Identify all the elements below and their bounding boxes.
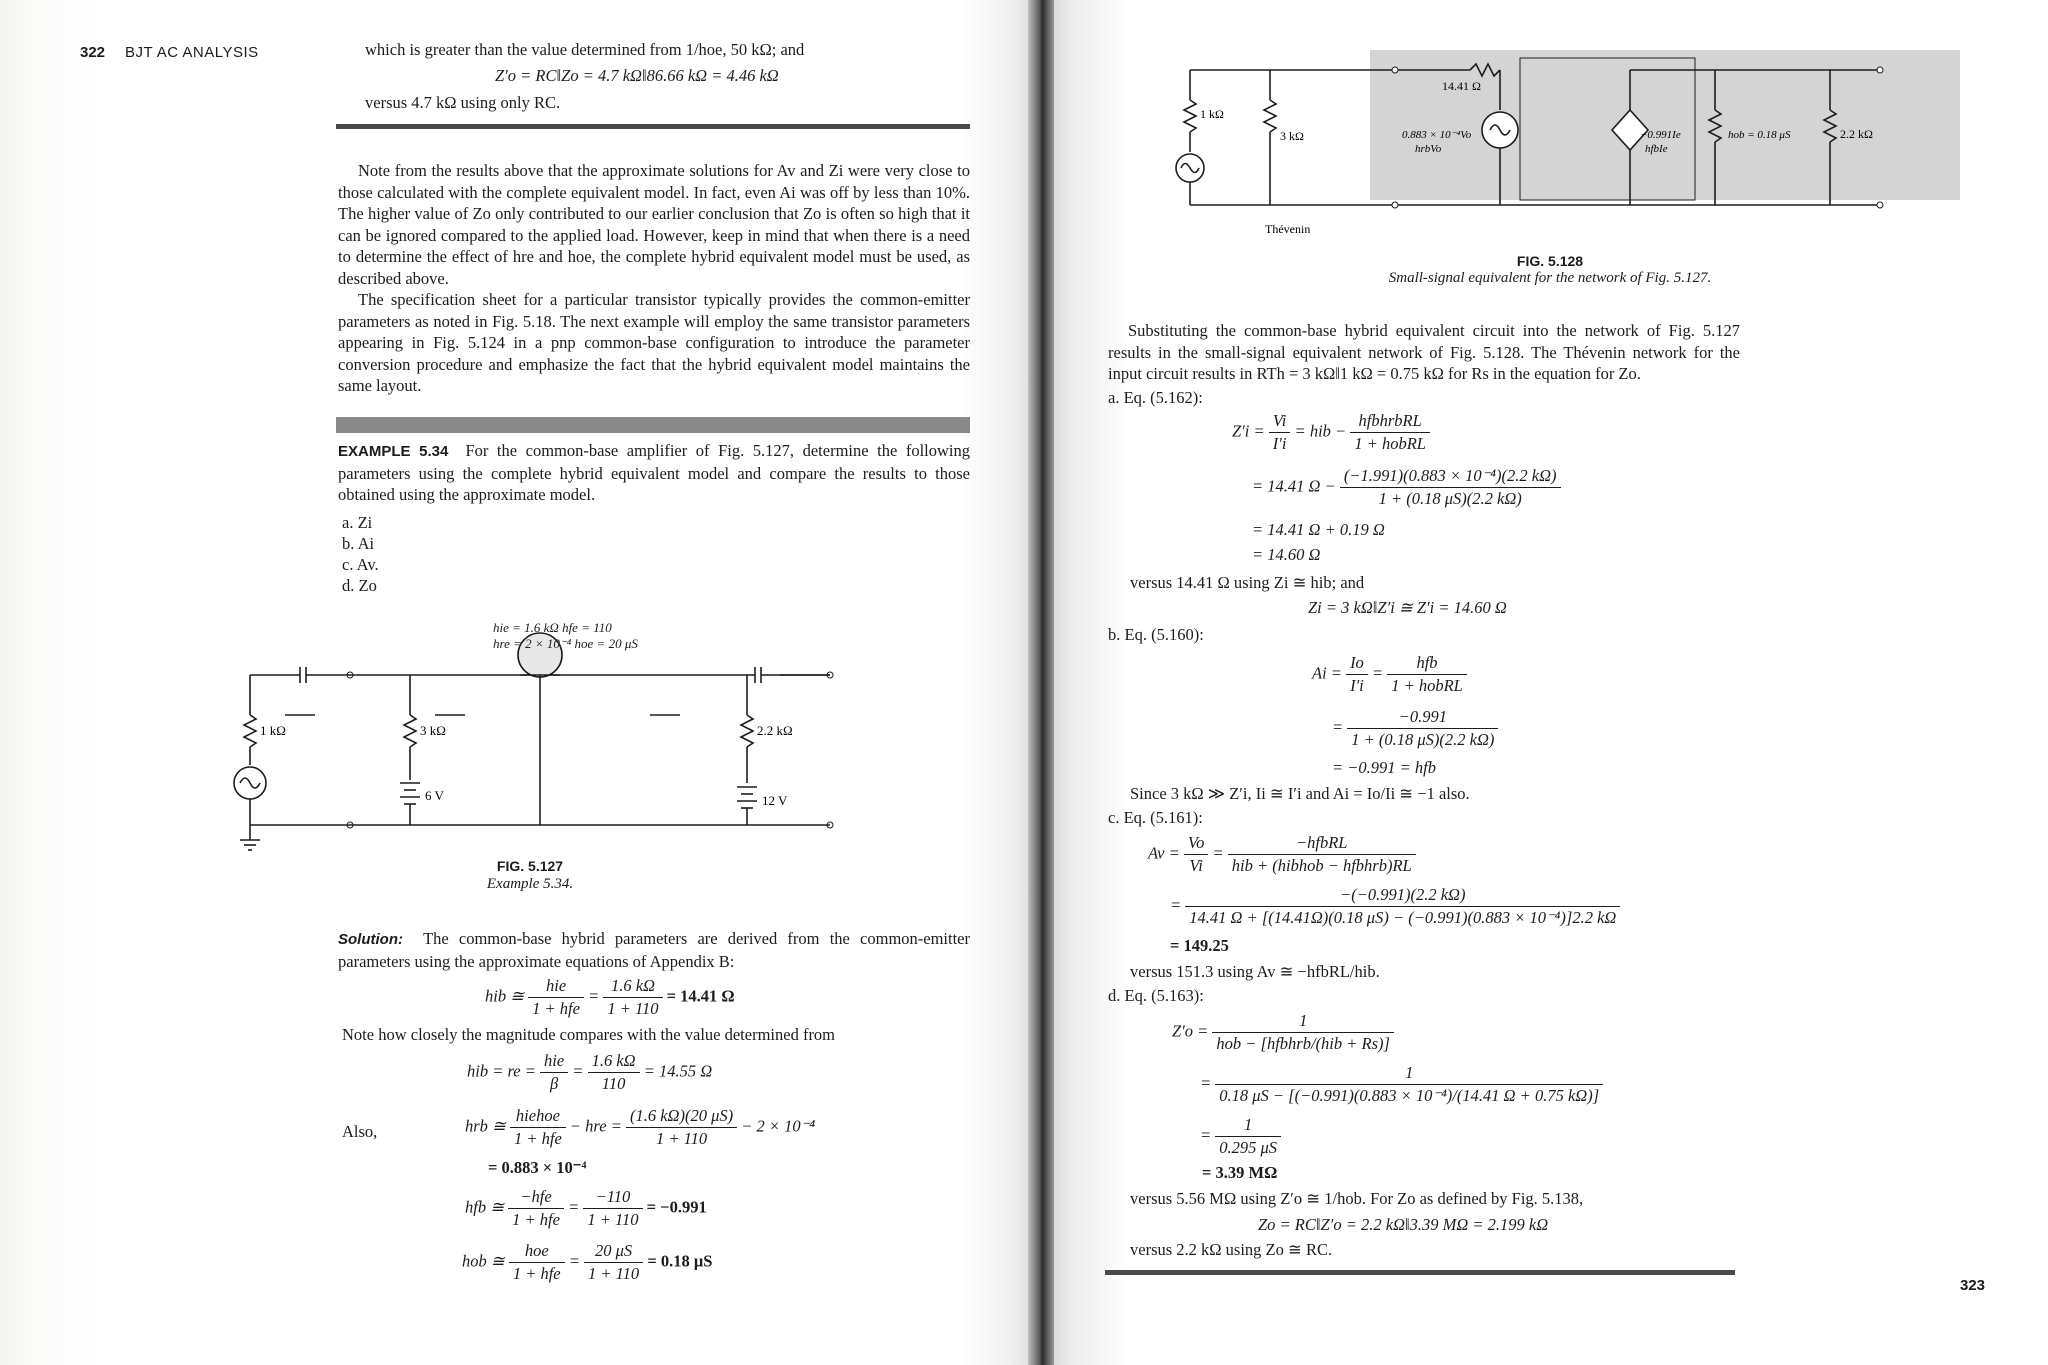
eq-hfb: hfb ≅ $\frac{\text{−hfe}}{\text{1 + hfe}}$ = $\frac{-110}{1 + 110}$ = −0.991 (465, 1187, 707, 1229)
solution-statement (338, 928, 970, 972)
page-number-right: 323 (1960, 1277, 1986, 1294)
intro-versus: versus 4.7 kΩ using only RC. (365, 93, 561, 112)
example-items (342, 512, 379, 596)
eq-zi-prime: Z′i = $\frac{Vi}{I'i}$ = hib − $\frac{\text{hfbhrbRL}}{\text{1 + hobRL}}$ (1232, 410, 1430, 455)
eq-av: Av = $\frac{Vo}{Vi}$ = $\frac{\text{−hfbRL}}{\text{hib + (hibhob − hfbhrb)RL}}$ (1148, 832, 1416, 877)
paragraph-spec: The specification sheet for a particular transistor typically provides the common-emitter parameters as noted in Fig. 5.18. The next example will employ the same transistor parameters appearing in Fig. 5.124 in a pnp common-base configuration to introduce the parameter conversion procedure and emphasize the fact that the hybrid equivalent model maintains the same layout. (338, 290, 970, 395)
eq-zo-prime-numeric: = $\frac{1}{\text{0.18 μS − [(−0.991)(0.883 × 10⁻⁴)/(14.41 Ω + 0.75 kΩ)]}}$ (1200, 1062, 1603, 1107)
eq-av-numeric: = $\frac{-(-0.991)(2.2 k\Omega)}{\text{14.41 Ω + [(14.41Ω)(0.18 μS) − (−0.991)(0.883 × 10⁻⁴)]2.2 kΩ}}$ (1170, 884, 1620, 929)
intro-equation: Z′o = RC‖Zo = 4.7 kΩ‖86.66 kΩ = 4.46 kΩ (495, 66, 779, 85)
fig127-rc-label: 2.2 kΩ (757, 723, 793, 738)
paragraph-substitute: Substituting the common-base hybrid equivalent circuit into the network of Fig. 5.127 results in the small-signal equivalent network of Fig. 5.128. The Thévenin network for the input circuit results in RTh = 3 kΩ‖1 kΩ = 0.75 kΩ for Rs in the equation for Zo. (1108, 321, 1740, 383)
solution-text: The common-base hybrid parameters are derived from the common-emitter parameters using the approximate equations of Appendix B: (338, 929, 970, 971)
book-gutter (1028, 0, 1054, 1365)
fig-5-128-circuit (1140, 40, 1960, 240)
fig128-caption: Small-signal equivalent for the network of Fig. 5.127. (1388, 270, 1712, 286)
running-head: BJT AC ANALYSIS (125, 44, 259, 61)
eq-zo-prime-result: = 3.39 MΩ (1202, 1163, 1278, 1182)
fig127-params-2: hre = 2 × 10⁻⁴ hoe = 20 μS (493, 636, 638, 651)
right-section-rule (1105, 1270, 1735, 1275)
part-d-versus: versus 5.56 MΩ using Z′o ≅ 1/hob. For Zo as defined by Fig. 5.138, (1130, 1189, 1584, 1208)
fig128-hob-label: hob = 0.18 μS (1728, 129, 1791, 141)
example-text: For the common-base amplifier of Fig. 5.127, determine the following parameters using the complete hybrid equivalent model and compare the results to those obtained using the approximate model. (338, 441, 971, 504)
example-item: a. Zi (342, 513, 373, 532)
part-b-since: Since 3 kΩ ≫ Z′i, Ii ≅ I′i and Ai = Io/Ii ≅ −1 also. (1130, 784, 1470, 803)
fig127-vcc-label: 12 V (762, 793, 788, 808)
eq-hrb: hrb ≅ $\frac{\text{hiehoe}}{\text{1 + hfe}}$ − hre = $\frac{(1.6 k\Omega)(20 \mu S)}{1 + 110}$ − 2 × 10⁻⁴ (465, 1106, 816, 1148)
fig128-label: FIG. 5.128 (1516, 253, 1584, 269)
example-item: b. Ai (342, 534, 375, 553)
part-d-label: d. Eq. (5.163): (1108, 986, 1204, 1005)
solution-label: Solution: (338, 931, 403, 948)
paragraph-note: Note from the results above that the approximate solutions for Av and Zi were very close to those calculated with the complete equivalent model. In fact, even Ai was off by less than 10%. The higher value of Zo only contributed to our earlier conclusion that Zo is often so high that it can be ignored compared to the applied load. However, keep in mind that when there is a need to determine the effect of hre and hoe, the complete hybrid equivalent model must be used, as described above. (338, 161, 970, 288)
eq-hrb-result: = 0.883 × 10⁻⁴ (488, 1158, 587, 1177)
example-item: d. Zo (342, 576, 377, 595)
eq-zi-prime-result: = 14.60 Ω (1252, 545, 1321, 564)
part-a-final: Zi = 3 kΩ‖Z′i ≅ Z′i = 14.60 Ω (1308, 598, 1507, 617)
fig128-vsrc-label: 0.883 × 10⁻⁴Vo (1402, 129, 1472, 141)
eq-av-result: = 149.25 (1170, 936, 1229, 955)
example-label: EXAMPLE 5.34 (338, 443, 449, 460)
intro-line: which is greater than the value determined from 1/hoe, 50 kΩ; and (365, 40, 805, 59)
fig127-vee-label: 6 V (425, 788, 444, 803)
eq-ai: Ai = $\frac{Io}{I'i}$ = $\frac{\text{hfb}}{\text{1 + hobRL}}$ (1312, 652, 1467, 697)
eq-ai-numeric: = $\frac{-0.991}{1 + (0.18 \mu S)(2.2 k\Omega)}$ (1332, 706, 1498, 751)
eq-zo-prime-simplified: = $\frac{1}{0.295 \mu S}$ (1200, 1114, 1281, 1159)
example-item: c. Av. (342, 555, 379, 574)
also-label: Also, (342, 1122, 378, 1141)
fig128-isrc-label: −0.991Ie (1640, 129, 1681, 141)
fig128-hib-label: 14.41 Ω (1442, 79, 1481, 93)
fig127-params (493, 620, 638, 652)
fig128-re-label: 3 kΩ (1280, 129, 1304, 143)
part-a-label: a. Eq. (5.162): (1108, 388, 1203, 407)
fig128-rl-label: 2.2 kΩ (1840, 127, 1873, 141)
eq-hob: hob ≅ $\frac{\text{hoe}}{\text{1 + hfe}}$ = $\frac{20 \mu S}{1 + 110}$ = 0.18 μS (462, 1241, 713, 1283)
fig127-re-label: 3 kΩ (420, 723, 446, 738)
part-d-versus-2: versus 2.2 kΩ using Zo ≅ RC. (1130, 1240, 1333, 1259)
eq-zi-prime-sum: = 14.41 Ω + 0.19 Ω (1252, 520, 1385, 539)
eq-ai-result: = −0.991 = hfb (1332, 758, 1436, 777)
note-magnitude: Note how closely the magnitude compares with the value determined from (342, 1025, 836, 1044)
fig127-caption: Example 5.34. (486, 876, 574, 892)
example-bar (336, 417, 970, 433)
eq-zi-prime-numeric: = 14.41 Ω − $\frac{\text{(−1.991)(0.883 × 10⁻⁴)(2.2 kΩ)}}{1 + (0.18 \mu S)(2.2 k\Omega)}$ (1252, 465, 1561, 510)
part-c-versus: versus 151.3 using Av ≅ −hfbRL/hib. (1130, 962, 1380, 981)
eq-zo-prime: Z′o = $\frac{1}{\text{hob − [hfbhrb/(hib + Rs)]}}$ (1172, 1010, 1394, 1055)
fig127-label: FIG. 5.127 (496, 858, 564, 874)
fig127-params-1: hie = 1.6 kΩ hfe = 110 (493, 620, 612, 635)
part-c-label: c. Eq. (5.161): (1108, 808, 1203, 827)
fig128-rs-label: 1 kΩ (1200, 107, 1224, 121)
section-rule (336, 124, 970, 129)
page-number-left: 322 (80, 44, 106, 61)
fig128-isrc2-label: hfbIe (1645, 143, 1668, 155)
fig128-thevenin-label: Thévenin (1265, 222, 1311, 236)
part-d-final: Zo = RC‖Z′o = 2.2 kΩ‖3.39 MΩ = 2.199 kΩ (1258, 1215, 1549, 1234)
fig128-vsrc2-label: hrbVo (1415, 143, 1442, 155)
part-b-label: b. Eq. (5.160): (1108, 625, 1204, 644)
fig127-rs-label: 1 kΩ (260, 723, 286, 738)
eq-hib-approx: hib ≅ $\frac{\text{hie}}{\text{1 + hfe}}$ = $\frac{1.6 k\Omega}{1 + 110}$ = 14.41 Ω (485, 976, 735, 1018)
eq-hib-re: hib = re = $\frac{\text{hie}}{\beta}$ = $\frac{1.6 k\Omega}{110}$ = 14.55 Ω (467, 1051, 713, 1093)
part-a-versus: versus 14.41 Ω using Zi ≅ hib; and (1130, 573, 1365, 592)
example-statement (338, 440, 970, 506)
